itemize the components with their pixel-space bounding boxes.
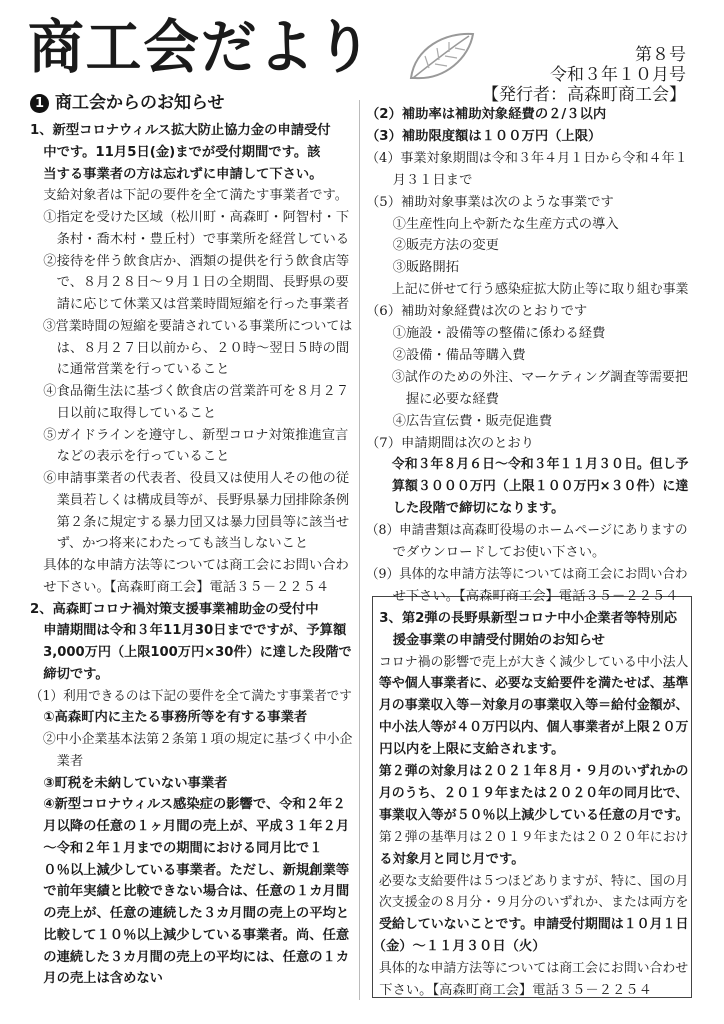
left-lines-line: ③営業時間の短縮を要請されている事業所については [30, 318, 353, 334]
left-lines-line: 支給対象者は下記の要件を全て満たす事業者です。 [30, 188, 349, 204]
right-lines-line: ③販路開拓 [366, 260, 460, 276]
newsletter-title: 商工会だより [28, 13, 374, 81]
left-lines-line: ず、かつ将来にわたっても該当しないこと [30, 536, 309, 552]
leaf-icon [405, 28, 477, 84]
left-lines-line: などの表示を行っていること [30, 449, 230, 465]
left-lines-line: （1）利用できるのは下記の要件を全て満たす事業者です [30, 688, 352, 704]
right-lines-line: ④広告宣伝費・販売促進費 [366, 413, 553, 429]
right-lines-line: （金）～１１月３０日（火） [366, 939, 546, 955]
left-lines-line: の連続した３カ月間の売上の平均には、任意の１カ [30, 949, 350, 965]
right-lines-line: ①生産性向上や新たな生産方式の導入 [366, 216, 619, 232]
left-lines-line: ①高森町内に主たる事務所等を有する事業者 [30, 710, 308, 726]
right-lines-line: せ下さい。【高森町商工会】電話３５－２２５４ [366, 588, 679, 604]
right-lines-line: 月３１日まで [366, 172, 473, 188]
right-lines-line: 令和３年８月６日～令和３年１１月３０日。但し予 [366, 457, 689, 473]
right-lines-line: 等や個人事業者に、必要な支給要件を満たせば、基準 [366, 676, 689, 692]
left-lines-line: せ下さい。【高森町商工会】電話３５－２２５４ [30, 579, 330, 595]
right-lines-line: （3）補助限度額は１００万円（上限） [366, 128, 602, 144]
left-lines-line: 業員若しくは構成員等が、長野県暴力団排除条例 [30, 492, 350, 508]
left-lines-line: 1、新型コロナウィルス拡大防止協力金の申請受付 [30, 123, 331, 138]
left-lines-line: 中です。11月5日(金)までが受付期間です。該 [30, 144, 321, 160]
right-lines-line: 具体的な申請方法等については商工会にお問い合わせ [366, 961, 689, 977]
left-lines-line: ⑥申請事業者の代表者、役員又は使用人その他の従 [30, 471, 350, 486]
right-lines-line: （8）申請書類は高森町役場のホームページにありますの [366, 523, 688, 539]
right-lines-line: 受給していないことです。申請受付期間は１０月１日 [366, 917, 689, 933]
left-lines-line: ②中小企業基本法第２条第１項の規定に基づく中小企 [30, 732, 353, 747]
right-lines-line: ③試作のための外注、マーケティング調査等需要把 [366, 369, 688, 385]
right-lines-line: 中小法人等が４０万円以内、個人事業者が上限２０万 [366, 720, 689, 736]
left-lines-line: 月以降の任意の１ヶ月間の売上が、平成３１年２月 [30, 819, 350, 834]
left-lines-line: 比較して１０％以上減少している事業者。尚、任意 [30, 927, 350, 943]
right-lines-line: 握に必要な経費 [366, 391, 499, 407]
left-lines-line: に通常営業を行っていること [30, 362, 230, 378]
left-lines-line: 2、高森町コロナ禍対策支援事業補助金の受付中 [30, 601, 319, 617]
right-lines-line: （7）申請期間は次のとおり [366, 435, 535, 451]
right-lines-line: した段階で締切になります。 [366, 501, 565, 517]
right-lines-line: でダウンロードしてお使い下さい。 [366, 545, 606, 560]
left-lines-line: 業者 [30, 753, 84, 769]
right-lines-line: ②設備・備品等購入費 [366, 347, 526, 363]
section-title: 商工会からのお知らせ [55, 93, 225, 113]
left-lines-line: ～令和２年１月までの期間における同月比で１ [30, 840, 323, 856]
left-lines-line: 日以前に取得していること [30, 405, 217, 421]
right-lines-line: ②販売方法の変更 [366, 238, 499, 254]
right-lines-line: 事業収入等が５０％以上減少している任意の月です。 [366, 807, 689, 823]
left-lines-line: 当する事業者の方は忘れずに申請して下さい。 [30, 166, 323, 182]
right-lines-line: （2）補助率は補助対象経費の２/３以内 [366, 107, 607, 122]
section-number: 1 [30, 94, 49, 113]
right-lines-line: 上記に併せて行う感染症拡大防止等に取り組む事業 [366, 282, 689, 298]
left-lines-line: 締切です。 [30, 666, 109, 682]
right-lines-line: （6）補助対象経費は次のとおりです [366, 304, 588, 320]
left-lines-line: 請に応じて休業又は営業時間短縮を行った事業者 [30, 297, 350, 312]
right-lines-line: 3、第2弾の長野県新型コロナ中小企業者等特別応 [366, 610, 678, 626]
left-lines-line: ③町税を未納していない事業者 [30, 775, 228, 791]
left-lines-line: の売上が、任意の連続した３カ月間の売上の平均と [30, 906, 350, 921]
left-lines-line: 第２条に規定する暴力団又は暴力団員等に該当せ [30, 514, 350, 530]
right-lines-line: 必要な支給要件は５つほどありますが、特に、国の月 [366, 873, 689, 889]
right-lines-line: 次支援金の８月分・９月分のいずれか、または両方を [366, 895, 689, 911]
left-lines-line: で、８月２８日～９月１日の全期間、長野県の要 [30, 275, 349, 291]
right-lines-line: （5）補助対象事業は次のような事業です [366, 194, 614, 210]
left-lines-line: 3,000万円（上限100万円×30件）に達した段階で [30, 645, 352, 660]
right-lines-line: 援金事業の申請受付開始のお知らせ [366, 632, 605, 648]
issue-number: 第８号 [635, 45, 686, 65]
left-lines-line: 条村・喬木村・豊丘村）で事業所を経営している [30, 231, 350, 247]
left-lines-line: ④新型コロナウィルス感染症の影響で、令和２年２ [30, 797, 346, 813]
left-lines-line: ②接待を伴う飲食店か、酒類の提供を行う飲食店等 [30, 253, 350, 269]
publisher: 【発行者：高森町商工会】 [482, 85, 686, 105]
right-lines-line: 円以内を上限に支給されます。 [366, 742, 565, 758]
right-lines-line: 月の事業収入等－対象月の事業収入等＝給付金額が、 [366, 698, 689, 714]
issue-date: 令和３年１０月号 [550, 65, 686, 85]
right-lines-line: 第２弾の対象月は２０２１年８月・９月のいずれかの [366, 764, 689, 779]
left-lines-line: 月の売上は含めない [30, 971, 163, 987]
left-lines-line: 申請期間は令和３年11月30日までですが、予算額 [30, 623, 347, 639]
right-lines-line: （9）具体的な申請方法等については商工会にお問い合わ [366, 566, 688, 582]
left-lines-line: は、８月２７日以前から、２０時～翌日５時の間 [30, 340, 350, 356]
column-divider [359, 100, 360, 1000]
right-lines-line: る対象月と同じ月です。 [366, 851, 525, 867]
right-lines-line: ①施設・設備等の整備に係わる経費 [366, 326, 606, 341]
left-lines-line: ０％以上減少している事業者。ただし、新規創業等 [30, 862, 350, 878]
right-lines-line: コロナ禍の影響で売上が大きく減少している中小法人 [366, 654, 689, 670]
right-lines-line: 下さい。【高森町商工会】電話３５－２２５４ [366, 983, 652, 998]
left-lines-line: で前年実績と比較できない場合は、任意の１カ月間 [30, 884, 350, 900]
right-lines-line: 算額３０００万円（上限１００万円×３０件）に達 [366, 479, 689, 495]
left-lines-line: 具体的な申請方法等については商工会にお問い合わ [30, 558, 349, 573]
right-lines-line: 第２弾の基準月は２０１９年または２０２０年におけ [366, 829, 689, 845]
left-lines-line: ⑤ガイドラインを遵守し、新型コロナ対策推進宣言 [30, 427, 349, 443]
right-lines-line: 月のうち、２０１９年または２０２０年の同月比で、 [366, 785, 689, 801]
right-lines-line: （4）事業対象期間は令和３年４月１日から令和４年１ [366, 150, 688, 166]
left-lines-line: ④食品衛生法に基づく飲食店の営業許可を８月２７ [30, 384, 350, 399]
left-lines-line: ①指定を受けた区域（松川町・高森町・阿智村・下 [30, 210, 350, 225]
